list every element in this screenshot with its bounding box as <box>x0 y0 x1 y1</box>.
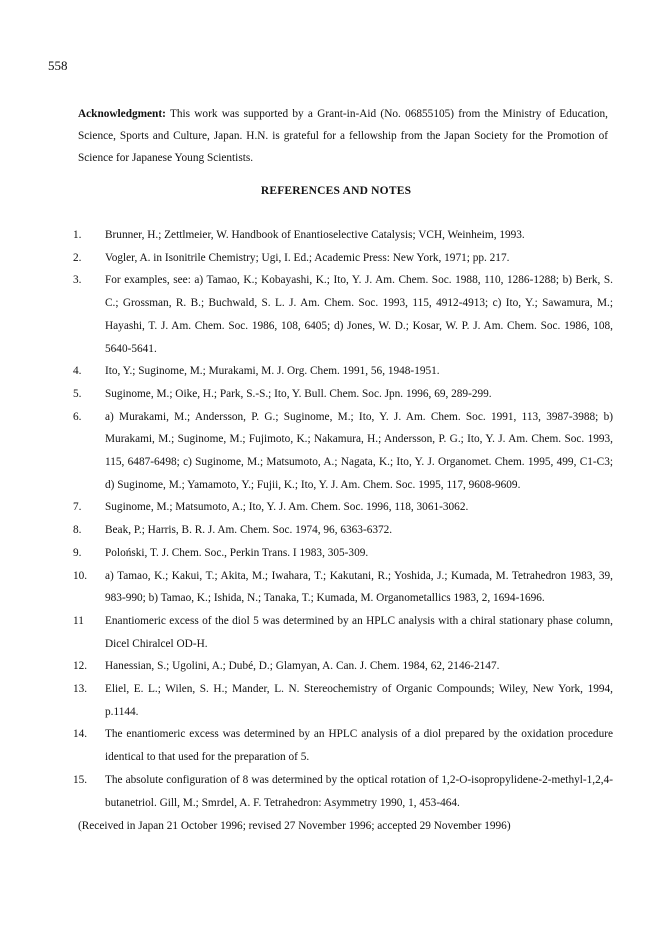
reference-text: Eliel, E. L.; Wilen, S. H.; Mander, L. N. Stereochemistry of Organic Compounds; Wiley, New York, 1994, p.1144. <box>105 683 613 718</box>
acknowledgment-label: Acknowledgment: <box>78 108 166 120</box>
reference-number: 12. <box>73 660 88 673</box>
reference-item <box>73 655 613 678</box>
references-heading: REFERENCES AND NOTES <box>260 185 412 197</box>
reference-item <box>73 769 613 814</box>
reference-item <box>73 269 613 360</box>
reference-number: 14. <box>73 728 88 741</box>
reference-item <box>73 406 613 497</box>
reference-number: 15. <box>73 773 88 786</box>
reference-number: 9. <box>73 546 82 559</box>
reference-item <box>73 496 613 519</box>
reference-text: The absolute configuration of 8 was determined by the optical rotation of 1,2-O-isopropylidene-2-methyl-1,2,4-butanetriol. Gill, M.; Smrdel, A. F. Tetrahedron: Asymmetry 1990, 1, 453-464. <box>105 773 613 809</box>
reference-text: a) Murakami, M.; Andersson, P. G.; Suginome, M.; Ito, Y. J. Am. Chem. Soc. 1991, 113, 3987-3988; b) Murakami, M.; Suginome, M.; Fujimoto, K.; Nakamura, H.; Andersson, P. G.; Ito, Y. J. Am. Chem. Soc. 1993, 115, 6487-6498; c) Suginome, M.; Matsumoto, A.; Nagata, K.; Ito, Y. J. Organomet. Chem. 1995, 499, C1-C3; d) Suginome, M.; Yamamoto, Y.; Fujii, K.; Ito, Y. J. Am. Chem. Soc. 1995, 117, 9608-9609. <box>105 410 613 491</box>
reference-item <box>73 247 613 270</box>
reference-text: For examples, see: a) Tamao, K.; Kobayashi, K.; Ito, Y. J. Am. Chem. Soc. 1988, 110, 1286-1288; b) Berk, S. C.; Grossman, R. B.; Buchwald, S. L. J. Am. Chem. Soc. 1993, 115, 4912-4913; c) Ito, Y.; Sawamura, M.; Hayashi, T. J. Am. Chem. Soc. 1986, 108, 6405; d) Jones, W. D.; Kosar, W. P. J. Am. Chem. Soc. 1986, 108, 5640-5641. <box>105 274 613 355</box>
reference-text: Hanessian, S.; Ugolini, A.; Dubé, D.; Glamyan, A. Can. J. Chem. 1984, 62, 2146-2147. <box>105 660 500 673</box>
reference-text: Suginome, M.; Oike, H.; Park, S.-S.; Ito, Y. Bull. Chem. Soc. Jpn. 1996, 69, 289-299. <box>105 387 492 400</box>
reference-number: 4. <box>73 365 82 378</box>
reference-text: Vogler, A. in Isonitrile Chemistry; Ugi, I. Ed.; Academic Press: New York, 1971; pp. 217. <box>105 251 510 264</box>
reference-text: Brunner, H.; Zettlmeier, W. Handbook of Enantioselective Catalysis; VCH, Weinheim, 1993. <box>105 229 525 241</box>
reference-number: 8. <box>73 524 82 537</box>
reference-item <box>73 519 613 542</box>
page-number: 558 <box>48 58 68 73</box>
reference-number: 13. <box>73 683 88 696</box>
reference-text: Beak, P.; Harris, B. R. J. Am. Chem. Soc. 1974, 96, 6363-6372. <box>105 524 393 537</box>
reference-number: 10. <box>73 569 88 582</box>
reference-number: 6. <box>73 410 82 423</box>
acknowledgment-paragraph <box>78 103 608 169</box>
reference-number: 11 <box>73 614 84 627</box>
reference-item <box>73 678 613 723</box>
received-dates: (Received in Japan 21 October 1996; revised 27 November 1996; accepted 29 November 1996) <box>78 820 511 832</box>
reference-text: Ito, Y.; Suginome, M.; Murakami, M. J. Org. Chem. 1991, 56, 1948-1951. <box>105 365 440 378</box>
reference-list <box>73 224 613 814</box>
acknowledgment-text: This work was supported by a Grant-in-Aid (No. 06855105) from the Ministry of Education, Science, Sports and Culture, Japan. H.N. is grateful for a fellowship from the Japan Society for the Promotion of Science for Japanese Young Scientists. <box>78 108 609 164</box>
reference-number: 3. <box>73 274 82 287</box>
reference-item <box>73 723 613 768</box>
reference-item <box>73 542 613 565</box>
reference-text: Enantiomeric excess of the diol 5 was determined by an HPLC analysis with a chiral stationary phase column, Dicel Chiralcel OD-H. <box>105 614 613 650</box>
reference-number: 1. <box>73 229 82 241</box>
reference-text: Suginome, M.; Matsumoto, A.; Ito, Y. J. Am. Chem. Soc. 1996, 118, 3061-3062. <box>105 501 469 514</box>
reference-text: a) Tamao, K.; Kakui, T.; Akita, M.; Iwahara, T.; Kakutani, R.; Yoshida, J.; Kumada, M. Tetrahedron 1983, 39, 983-990; b) Tamao, K.; Ishida, N.; Tanaka, T.; Kumada, M. Organometallics 1983, 2, 1694-1696. <box>105 569 613 605</box>
reference-item <box>73 360 613 383</box>
reference-item <box>73 224 613 247</box>
reference-text: Poloński, T. J. Chem. Soc., Perkin Trans. I 1983, 305-309. <box>105 546 369 559</box>
reference-item <box>73 383 613 406</box>
reference-number: 5. <box>73 387 82 400</box>
reference-text: The enantiomeric excess was determined by an HPLC analysis of a diol prepared by the oxidation procedure identical to that used for the preparation of 5. <box>105 728 613 764</box>
reference-number: 7. <box>73 501 82 514</box>
reference-item <box>73 565 613 610</box>
reference-item <box>73 610 613 655</box>
reference-number: 2. <box>73 251 82 264</box>
